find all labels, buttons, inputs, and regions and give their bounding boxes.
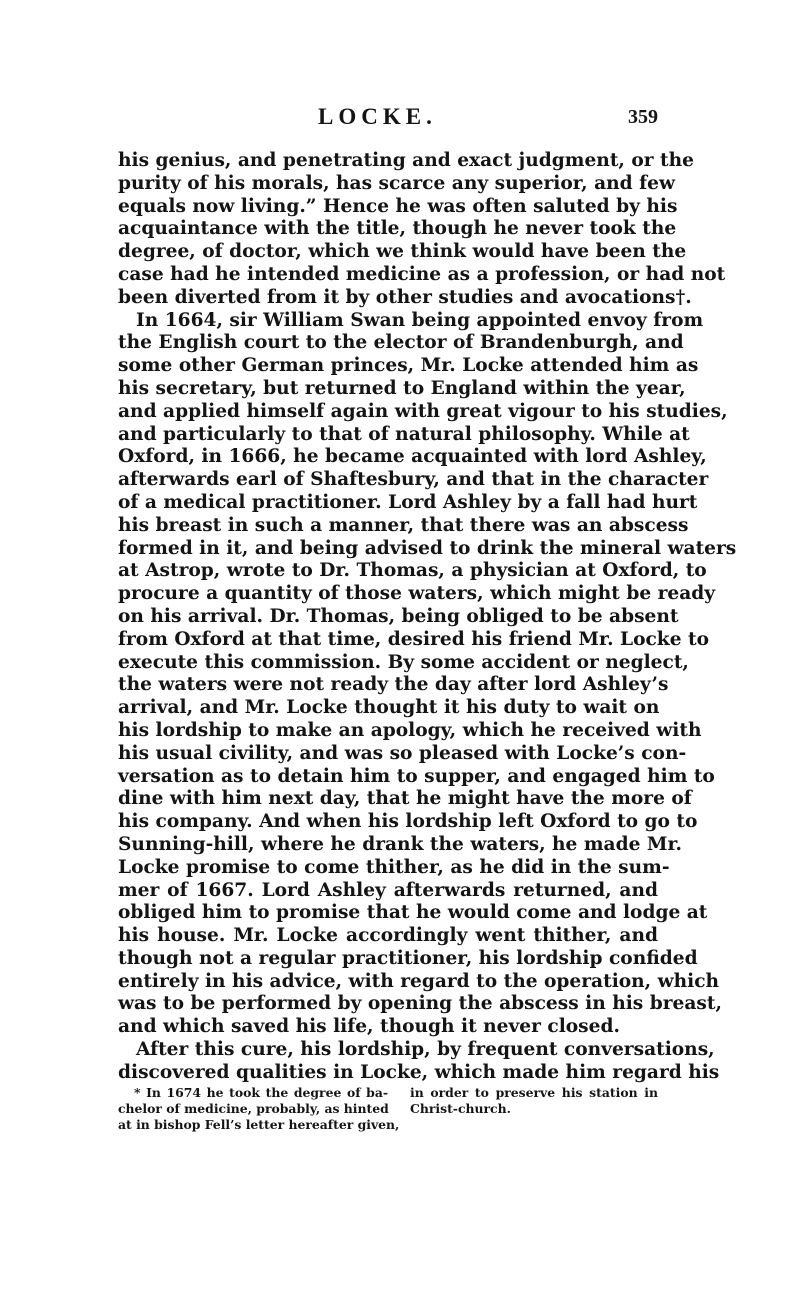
text-line: purity of his morals, has scarce any superior, and few [118, 172, 675, 194]
text-line: Oxford, in 1666, he became acquainted with lord Ashley, [118, 446, 707, 468]
text-line: some other German princes, Mr. Locke attended him as [118, 355, 699, 377]
text-line: Sunning-hill, where he drank the waters, he made Mr. [118, 833, 683, 855]
text-line: formed in it, and being advised to drink the mineral waters [118, 537, 737, 559]
text-line: degree, of doctor, which we think would have been the [118, 241, 687, 263]
text-line: at Astrop, wrote to Dr. Thomas, a physician at Oxford, to [118, 560, 707, 582]
text-line: Locke promise to come thither, as he did in the sum- [118, 856, 670, 878]
text-line: versation as to detain him to supper, and engaged him to [118, 765, 715, 787]
text-line: on his arrival. Dr. Thomas, being obliged to be absent [118, 605, 679, 627]
text-line: was to be performed by opening the abscess in his breast, [118, 993, 722, 1015]
text-line: the English court to the elector of Brandenburgh, and [118, 332, 684, 354]
text-line: the waters were not ready the day after lord Ashley’s [118, 674, 669, 696]
text-line: and applied himself again with great vigour to his studies, [118, 400, 728, 422]
text-line: from Oxford at that time, desired his friend Mr. Locke to [118, 628, 709, 650]
text-line: entirely in his advice, with regard to the operation, which [118, 970, 720, 992]
text-line: and which saved his life, though it never closed. [118, 1016, 620, 1038]
text-line: though not a regular practitioner, his lordship confided [118, 947, 698, 969]
running-head [118, 104, 658, 134]
text-line: acquaintance with the title, though he never took the [118, 218, 677, 240]
footnote-line: at in bishop Fell’s letter hereafter given, [118, 1117, 400, 1132]
text-line: execute this commission. By some accident or neglect, [118, 651, 689, 673]
running-title: LOCKE. [318, 104, 437, 129]
text-line: his house. Mr. Locke accordingly went thither, and [118, 925, 658, 947]
footnote-line: * In 1674 he took the degree of ba- [134, 1085, 388, 1100]
footnote-line: chelor of medicine, probably, as hinted [118, 1101, 389, 1116]
text-line: equals now living.” Hence he was often saluted by his [118, 195, 678, 217]
text-line: been diverted from it by other studies and avocations†. [118, 286, 692, 308]
text-line: his genius, and penetrating and exact judgment, or the [118, 150, 694, 171]
text-line: In 1664, sir William Swan being appointed envoy from [136, 309, 704, 331]
text-line: his lordship to make an apology, which he received with [118, 719, 702, 741]
text-line: mer of 1667. Lord Ashley afterwards returned, and [118, 879, 658, 901]
footnote-line: Christ-church. [410, 1101, 511, 1116]
footnote-left-column [118, 1085, 400, 1133]
text-line: obliged him to promise that he would come and lodge at [118, 902, 708, 924]
text-line: procure a quantity of those waters, which might be ready [118, 583, 716, 605]
body-text [118, 150, 737, 1085]
text-line: case had he intended medicine as a profession, or had not [118, 263, 726, 285]
page-number: 359 [628, 106, 658, 128]
text-line: his company. And when his lordship left Oxford to go to [118, 811, 698, 833]
text-line: afterwards earl of Shaftesbury, and that in the character [118, 469, 709, 491]
text-line: After this cure, his lordship, by frequent conversations, [136, 1039, 715, 1061]
text-line: arrival, and Mr. Locke thought it his duty to wait on [118, 697, 660, 719]
text-line: his secretary, but returned to England within the year, [118, 377, 686, 399]
text-line: dine with him next day, that he might have the more of [118, 788, 692, 810]
text-line: discovered qualities in Locke, which made him regard his [118, 1061, 720, 1083]
footnote-line: in order to preserve his station in [410, 1085, 658, 1100]
text-line: his usual civility, and was so pleased with Locke’s con- [118, 742, 687, 764]
footnote-right-column [410, 1085, 658, 1117]
text-line: and particularly to that of natural philosophy. While at [118, 423, 690, 445]
text-line: his breast in such a manner, that there was an abscess [118, 514, 689, 536]
text-line: of a medical practitioner. Lord Ashley by a fall had hurt [118, 491, 698, 513]
